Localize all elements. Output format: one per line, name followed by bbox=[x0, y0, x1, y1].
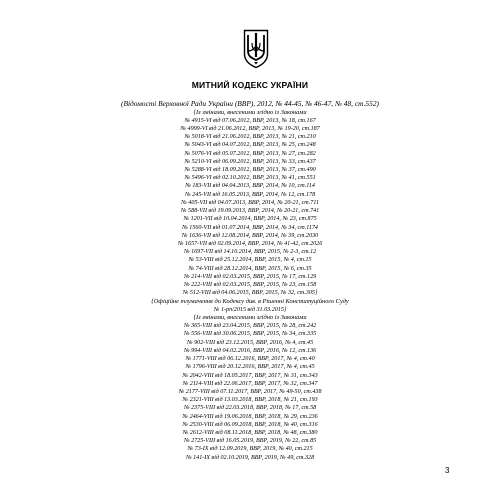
amendment-line: № 53-VIII від 25.12.2014, ВВР, 2015, № 4, ст.15 bbox=[188, 257, 312, 264]
publication-source: (Відомості Верховної Ради України (ВВР), 2012, № 44-45, № 46-47, № 48, ст.552) bbox=[121, 99, 379, 108]
amendment-line: № 2530-VIII від 06.09.2018, ВВР, 2018, № 40, ст.316 bbox=[182, 421, 318, 428]
amendment-line: № 1697-VII від 14.10.2014, ВВР, 2015, № 2-3, ст.12 bbox=[183, 249, 317, 256]
amendment-line: № 2042-VIII від 18.05.2017, ВВР, 2017, № 31, ст.343 bbox=[182, 372, 318, 379]
amendment-line: № 73-IX від 12.09.2019, ВВР, 2019, № 40, ст.215 bbox=[187, 446, 313, 453]
amendments-list bbox=[60, 109, 440, 462]
amendment-line: № 5043-VI від 04.07.2012, ВВР, 2013, № 25, ст.248 bbox=[184, 142, 316, 149]
amendment-line: № 222-VIII від 02.03.2015, ВВР, 2015, № 23, ст.158 bbox=[183, 282, 317, 289]
amendment-line: № 365-VIII від 23.04.2015, ВВР, 2015, № 28, ст.242 bbox=[183, 323, 317, 330]
amendment-line: № 5288-VI від 18.09.2012, ВВР, 2013, № 37, ст.490 bbox=[184, 167, 316, 174]
amendment-line: № 556-VIII від 30.06.2015, ВВР, 2015, № 34, ст.335 bbox=[183, 331, 317, 338]
amendment-line: № 1-рп/2015 від 31.03.2015} bbox=[213, 306, 287, 313]
amendment-line: № 2177-VIII від 07.11.2017, ВВР, 2017, № 49-50, ст.438 bbox=[178, 388, 322, 395]
amendment-line: № 2612-VIII від 08.11.2018, ВВР, 2018, № 48, ст.380 bbox=[182, 430, 318, 437]
amendment-line: № 4999-VI від 21.06.2012, ВВР, 2013, № 19-20, ст.187 bbox=[180, 125, 320, 132]
amendment-line: № 141-IX від 02.10.2019, ВВР, 2019, № 49, ст.328 bbox=[185, 454, 315, 461]
amendment-line: № 4915-VI від 07.06.2012, ВВР, 2013, № 18, ст.167 bbox=[184, 117, 316, 124]
amendment-line: № 5076-VI від 05.07.2012, ВВР, 2013, № 27, ст.282 bbox=[184, 150, 316, 157]
amendment-line: № 1201-VII від 10.04.2014, ВВР, 2014, № 23, ст.875 bbox=[183, 216, 317, 223]
amendment-line: № 1636-VII від 12.08.2014, ВВР, 2014, № 39, ст.2030 bbox=[181, 232, 319, 239]
document-title: МИТНИЙ КОДЕКС УКРАЇНИ bbox=[191, 80, 309, 90]
amendment-line: № 2375-VIII від 22.03.2018, ВВР, 2018, № 17, ст.58 bbox=[183, 405, 317, 412]
amendment-line: № 5018-VI від 21.06.2012, ВВР, 2013, № 21, ст.210 bbox=[184, 134, 316, 141]
amendment-line: № 5496-VI від 02.10.2012, ВВР, 2013, № 41, ст.551 bbox=[184, 175, 316, 182]
amendment-line: № 2464-VIII від 19.06.2018, ВВР, 2018, № 29, ст.236 bbox=[182, 413, 318, 420]
amendment-line: № 1771-VIII від 06.12.2016, ВВР, 2017, № 4, ст.40 bbox=[185, 356, 315, 363]
amendment-line: № 74-VIII від 28.12.2014, ВВР, 2015, № 6, ст.35 bbox=[188, 265, 312, 272]
amendment-line: № 588-VII від 19.09.2013, ВВР, 2014, № 20-21, ст.741 bbox=[180, 208, 320, 215]
amendment-line: {Із змінами, внесеними згідно із Законами bbox=[193, 108, 307, 116]
amendment-line: № 994-VIII від 04.02.2016, ВВР, 2016, № 12, ст.136 bbox=[183, 347, 317, 354]
amendment-line: № 214-VIII від 02.03.2015, ВВР, 2015, № 17, ст.129 bbox=[183, 273, 317, 280]
amendment-line: {Із змінами, внесеними згідно із Законами bbox=[193, 313, 307, 321]
amendment-line: № 1796-VIII від 20.12.2016, ВВР, 2017, № 4, ст.45 bbox=[185, 364, 315, 371]
amendment-line: № 245-VII від 16.05.2013, ВВР, 2014, № 12, ст.178 bbox=[184, 191, 316, 198]
amendment-line: № 2321-VIII від 13.03.2018, ВВР, 2018, № 21, ст.193 bbox=[182, 397, 318, 404]
amendment-line: № 2114-VIII від 22.06.2017, ВВР, 2017, № 32, ст.347 bbox=[182, 380, 318, 387]
amendment-line: № 1657-VII від 02.09.2014, ВВР, 2014, № 41-42, ст.2026 bbox=[177, 241, 323, 247]
amendment-line: № 405-VII від 04.07.2013, ВВР, 2014, № 20-21, ст.711 bbox=[181, 199, 319, 206]
page-number: 3 bbox=[445, 466, 450, 475]
amendment-line: {Офіційне тлумачення до Кодексу див. в Рішенні Конституційного Суду bbox=[151, 297, 349, 305]
amendment-line: № 183-VII від 04.04.2013, ВВР, 2014, № 10, ст.114 bbox=[185, 183, 315, 190]
amendment-line: № 1560-VII від 01.07.2014, ВВР, 2014, № 34, ст.1174 bbox=[182, 224, 318, 231]
amendment-line: № 2725-VIII від 16.05.2019, ВВР, 2019, № 22, ст.85 bbox=[183, 438, 317, 445]
amendment-line: № 5210-VI від 06.09.2012, ВВР, 2013, № 33, ст.437 bbox=[184, 158, 316, 165]
amendment-line: № 902-VIII від 23.12.2015, ВВР, 2016, № 4, ст.45 bbox=[186, 339, 314, 346]
trident-coat-of-arms-icon bbox=[243, 29, 269, 69]
amendment-line: № 512-VIII від 04.06.2015, ВВР, 2015, № 32, ст.305} bbox=[182, 290, 318, 297]
